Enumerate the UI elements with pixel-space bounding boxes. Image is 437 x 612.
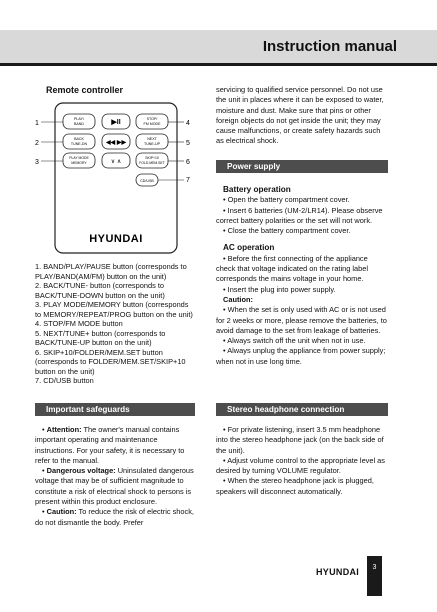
control-item: 6. SKIP+10/FOLDER/MEM.SET button (corresponds to FOLDER/MEM.SET/SKIP+10 button on the unit)	[35, 347, 186, 376]
power-supply-section	[216, 185, 388, 367]
svg-text:SKIP+10: SKIP+10	[145, 156, 159, 160]
callout-4: 4	[186, 120, 190, 127]
battery-item: • Close the battery compartment cover.	[223, 226, 351, 236]
svg-text:FOLD.MEM.SET: FOLD.MEM.SET	[139, 161, 165, 165]
svg-text:PLAY/: PLAY/	[74, 117, 84, 121]
stereo-item: • For private listening, insert 3.5 mm headphone into the stereo headphone jack (on the back side of the unit).	[216, 425, 384, 455]
control-item: 1. BAND/PLAY/PAUSE button (corresponds to PLAY/BAND(AM/FM) button on the unit)	[35, 262, 187, 281]
stereo-section	[216, 425, 388, 497]
callout-3: 3	[35, 159, 39, 166]
page-title: Instruction manual	[262, 38, 397, 55]
page-number: 3	[372, 564, 377, 571]
svg-text:◀◀ ▶▶: ◀◀ ▶▶	[105, 140, 127, 146]
svg-text:TUNE-UP: TUNE-UP	[144, 142, 160, 146]
remote-logo: HYUNDAI	[89, 233, 143, 245]
svg-text:FM MODE: FM MODE	[143, 122, 161, 126]
header-rule	[0, 63, 437, 66]
control-item: 4. STOP/FM MODE button	[35, 319, 123, 328]
safeguards-section	[35, 425, 195, 528]
remote-illustration	[30, 100, 200, 260]
header-bar	[0, 30, 437, 63]
safeguard-item: • Attention: The owner's manual contains important operating and maintenance instructions. For your safety, it is necessary to refer to the manual.	[35, 425, 185, 465]
svg-text:CD/USB: CD/USB	[140, 179, 154, 183]
svg-text:BACK: BACK	[74, 137, 84, 141]
svg-text:TUNE-DN: TUNE-DN	[70, 142, 88, 146]
battery-item: • Open the battery compartment cover.	[223, 195, 350, 205]
control-item: 5. NEXT/TUNE+ button (corresponds to BACK/TUNE-UP button on the unit)	[35, 328, 166, 347]
svg-text:▶II: ▶II	[111, 119, 121, 126]
footer-logo: HYUNDAI	[316, 567, 360, 577]
svg-text:NEXT: NEXT	[147, 137, 157, 141]
stereo-heading: Stereo headphone connection	[216, 403, 388, 416]
safeguard-item: • Dangerous voltage: Uninsulated dangerous voltage that may be of sufficient magnitude to constitute a risk of electrical shock to persons is present within this product enclosure.	[35, 466, 194, 507]
caution-item: • When the set is only used with AC or is not used for 2 weeks or more, please remove the batteries, to avoid damage to the set from leakage of batteries.	[216, 305, 387, 335]
caution-heading: Caution:	[223, 294, 253, 304]
battery-heading: Battery operation	[223, 185, 291, 194]
page-tab	[367, 556, 382, 596]
svg-text:STOP/: STOP/	[146, 117, 158, 121]
caution-item: • Always switch off the unit when not in use.	[223, 336, 366, 346]
stereo-item: • When the stereo headphone jack is plugged, speakers will disconnect automatically.	[216, 476, 374, 496]
callout-1: 1	[35, 120, 39, 127]
safeguards-heading: Important safeguards	[35, 403, 195, 416]
battery-item: • Insert 6 batteries (UM-2/LR14). Please observe correct battery polarities or the set will not work.	[216, 205, 383, 225]
callout-5: 5	[186, 140, 190, 147]
callout-7: 7	[186, 177, 190, 184]
control-item: 2. BACK/TUNE- button (corresponds to BACK/TUNE-DOWN button on the unit)	[35, 281, 165, 300]
svg-text:PLAY MODE: PLAY MODE	[69, 156, 89, 160]
svg-text:∨ ∧: ∨ ∧	[110, 159, 122, 165]
control-item: 7. CD/USB button	[35, 376, 94, 385]
ac-heading: AC operation	[223, 243, 275, 253]
svg-text:BAND: BAND	[74, 122, 84, 126]
callout-2: 2	[35, 140, 39, 147]
caution-item: • Always unplug the appliance from power supply; when not in use long time.	[216, 346, 386, 366]
ac-item: • Before the first connecting of the appliance check that voltage indicated on the rating label corresponds the mains voltage in your home.	[216, 253, 369, 284]
power-supply-heading: Power supply	[216, 160, 388, 173]
control-item: 3. PLAY MODE/MEMORY button (corresponds to MEMORY/REPEAT/PROG button on the unit)	[35, 300, 193, 319]
ac-item: • Insert the plug into power supply.	[223, 284, 336, 294]
safeguard-item: • Caution: To reduce the risk of electric shock, do not dismantle the body. Prefer	[35, 507, 194, 527]
remote-title: Remote controller	[46, 85, 124, 95]
service-paragraph: servicing to qualified service personnel. Do not use the unit in places where it can be exposed to water, moisture and dust. Make sure that pins or other foreign objects do not get inside the unit; they may cause malfunctions, or create safety hazards such as electrical shock.	[216, 85, 384, 146]
stereo-item: • Adjust volume control to the appropriate level as desired by turning VOLUME regulator.	[216, 455, 385, 476]
callout-6: 6	[186, 159, 190, 166]
controls-list	[35, 262, 195, 386]
svg-text:MEMORY: MEMORY	[71, 161, 87, 165]
